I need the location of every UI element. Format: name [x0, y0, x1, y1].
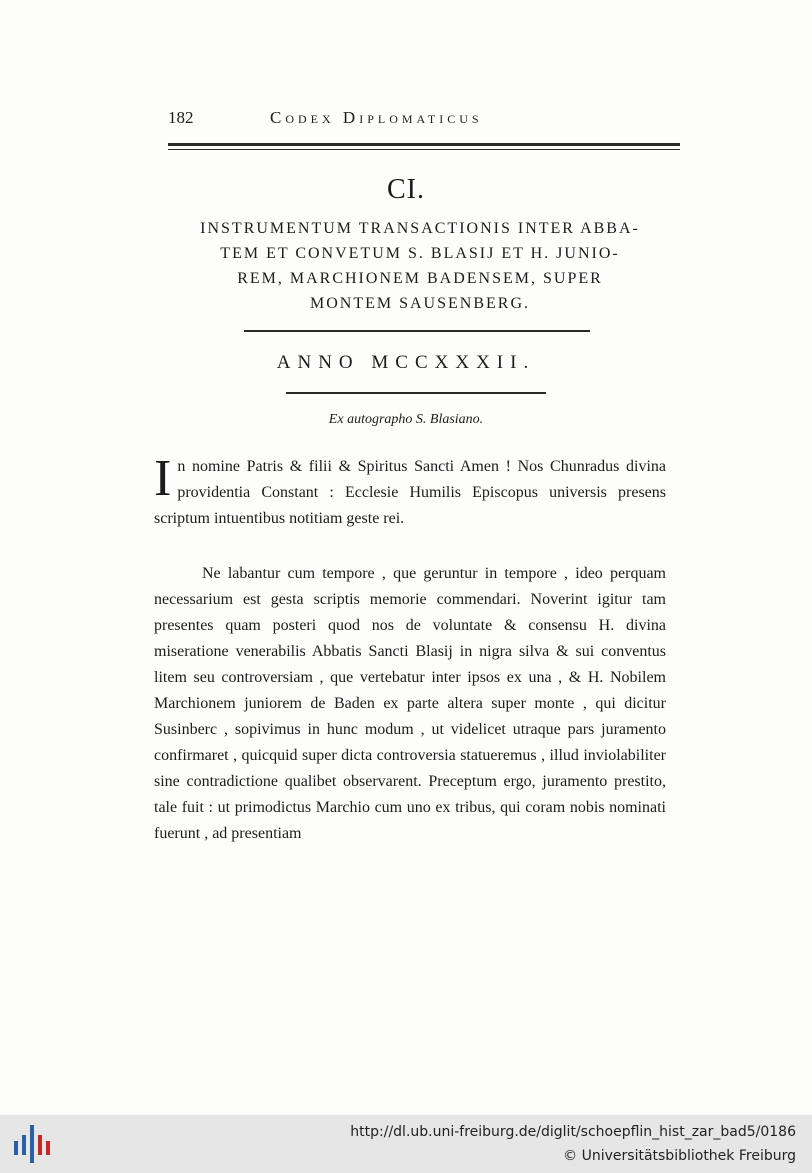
header-rule-thick	[168, 143, 680, 146]
header-rule-thin	[168, 149, 680, 150]
permalink-url[interactable]: http://dl.ub.uni-freiburg.de/diglit/schoepflin_hist_zar_bad5/0186	[350, 1124, 796, 1140]
title-line: REM, MARCHIONEM BADENSEM, SUPER	[237, 270, 603, 287]
document-number: CI.	[387, 174, 425, 205]
page-number: 182	[168, 108, 194, 127]
drop-cap-initial: I	[154, 450, 172, 507]
viewer-footer	[0, 1115, 812, 1173]
copyright-notice: © Universitätsbibliothek Freiburg	[563, 1148, 796, 1164]
running-head	[168, 108, 680, 132]
title-line: TEM ET CONVETUM S. BLASIJ ET H. JUNIO-	[220, 245, 620, 262]
paragraph-1-text: n nomine Patris & filii & Spiritus Sancti Amen ! Nos Chunradus divina providentia Constant : Ecclesie Humilis Episcopus universis presens scriptum intuentibus notitiam geste rei.	[154, 458, 666, 527]
title-line: INSTRUMENTUM TRANSACTIONIS INTER ABBA-	[200, 220, 640, 237]
running-title: Codex Diplomaticus	[270, 108, 483, 127]
year-heading: ANNO MCCXXXII.	[276, 352, 536, 373]
title-line: MONTEM SAUSENBERG.	[309, 295, 530, 312]
source-note: Ex autographo S. Blasiano.	[328, 412, 484, 427]
document-title	[150, 216, 690, 316]
paragraph-1	[154, 450, 666, 532]
paragraph-2: Ne labantur cum tempore , que geruntur in tempore , ideo perquam necessarium est gesta scriptis memorie commendari. Noverint igitur tam presentes quam posteri quod nos de voluntate & consensu H. divina miseratione venerabilis Abbatis Sancti Blasij in nigra silva & sui conventus litem seu controversiam , que vertebatur inter ipsos ex una , & H. Nobilem Marchionem juniorem de Baden ex parte altera super monte , qui dicitur Susinberc , sopivimus in hunc modum , ut videlicet utraque pars juramento confirmaret , quicquid super dicta controversia statueremus , illud inviolabiliter sine contradictione qualibet observarent. Preceptum ergo, juramento prestito, tale fuit : ut primodictus Marchio cum uno ex tribus, qui coram nobis nominati fuerunt , ad presentiam	[154, 565, 666, 842]
library-logo-icon	[8, 1121, 54, 1167]
title-divider	[244, 330, 590, 332]
year-divider	[286, 392, 546, 394]
